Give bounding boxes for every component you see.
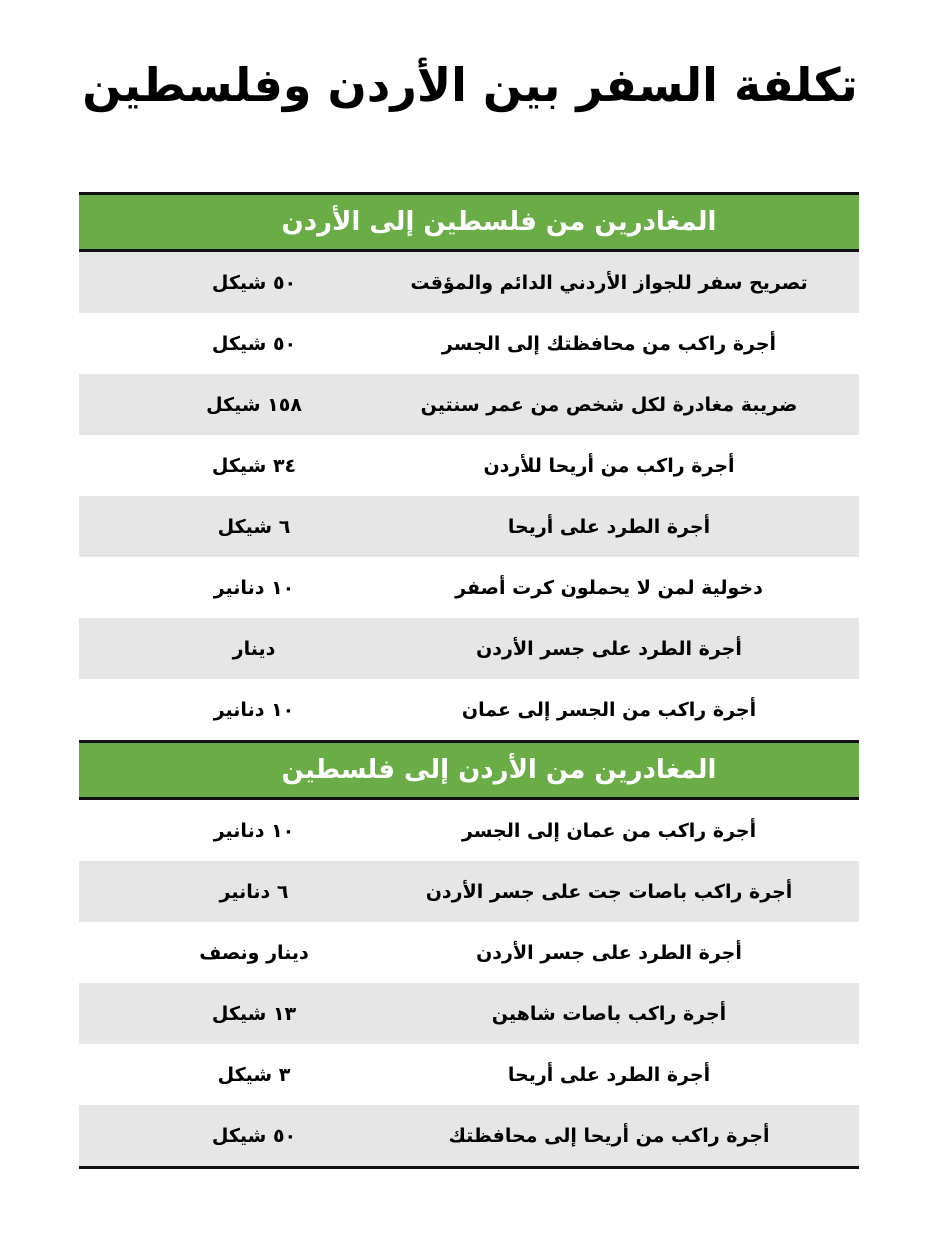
row-item: ضريبة مغادرة لكل شخص من عمر سنتين bbox=[420, 393, 798, 416]
row-cost: ٦ شيكل bbox=[217, 515, 291, 538]
table-row bbox=[79, 800, 859, 861]
section-header-jordan-to-palestine: المغادرين من الأردن إلى فلسطين bbox=[79, 740, 859, 800]
table-row bbox=[79, 679, 859, 740]
row-item: دخولية لمن لا يحملون كرت أصفر bbox=[455, 576, 763, 599]
table-row bbox=[79, 496, 859, 557]
table-row bbox=[79, 983, 859, 1044]
row-cost: ١٥٨ شيكل bbox=[206, 393, 302, 416]
row-item: أجرة الطرد على جسر الأردن bbox=[476, 941, 742, 964]
row-cost: ١٠ دنانير bbox=[213, 698, 295, 721]
table-row bbox=[79, 313, 859, 374]
row-item: أجرة راكب من محافظتك إلى الجسر bbox=[441, 332, 777, 355]
row-item: أجرة راكب من أريحا للأردن bbox=[483, 454, 735, 477]
table-row bbox=[79, 1105, 859, 1166]
row-cost: ٥٠ شيكل bbox=[211, 271, 297, 294]
row-item: أجرة راكب من أريحا إلى محافظتك bbox=[448, 1124, 770, 1147]
row-cost: ٥٠ شيكل bbox=[211, 332, 297, 355]
row-cost: ٥٠ شيكل bbox=[211, 1124, 297, 1147]
row-item: أجرة راكب باصات شاهين bbox=[491, 1002, 727, 1025]
row-cost: ٣٤ شيكل bbox=[211, 454, 297, 477]
table-row bbox=[79, 252, 859, 313]
row-cost: ١٠ دنانير bbox=[213, 819, 295, 842]
row-item: أجرة الطرد على أريحا bbox=[507, 1063, 711, 1086]
row-item: أجرة راكب باصات جت على جسر الأردن bbox=[425, 880, 793, 903]
table-row bbox=[79, 861, 859, 922]
section-header-palestine-to-jordan: المغادرين من فلسطين إلى الأردن bbox=[79, 195, 859, 252]
table-row bbox=[79, 618, 859, 679]
row-cost: ١٣ شيكل bbox=[211, 1002, 297, 1025]
table-row bbox=[79, 922, 859, 983]
table-row bbox=[79, 557, 859, 618]
row-item: أجرة راكب من الجسر إلى عمان bbox=[461, 698, 757, 721]
row-item: أجرة الطرد على جسر الأردن bbox=[476, 637, 742, 660]
row-item: أجرة الطرد على أريحا bbox=[507, 515, 711, 538]
row-cost: ٦ دنانير bbox=[219, 880, 289, 903]
row-cost: دينار bbox=[232, 637, 276, 660]
page-title: تكلفة السفر بين الأردن وفلسطين bbox=[82, 58, 858, 112]
cost-table bbox=[79, 192, 859, 1169]
row-cost: دينار ونصف bbox=[199, 941, 309, 964]
table-row bbox=[79, 374, 859, 435]
row-item: أجرة راكب من عمان إلى الجسر bbox=[461, 819, 757, 842]
row-cost: ١٠ دنانير bbox=[213, 576, 295, 599]
row-cost: ٣ شيكل bbox=[217, 1063, 291, 1086]
row-item: تصريح سفر للجواز الأردني الدائم والمؤقت bbox=[410, 271, 808, 294]
table-row bbox=[79, 1044, 859, 1105]
table-row bbox=[79, 435, 859, 496]
